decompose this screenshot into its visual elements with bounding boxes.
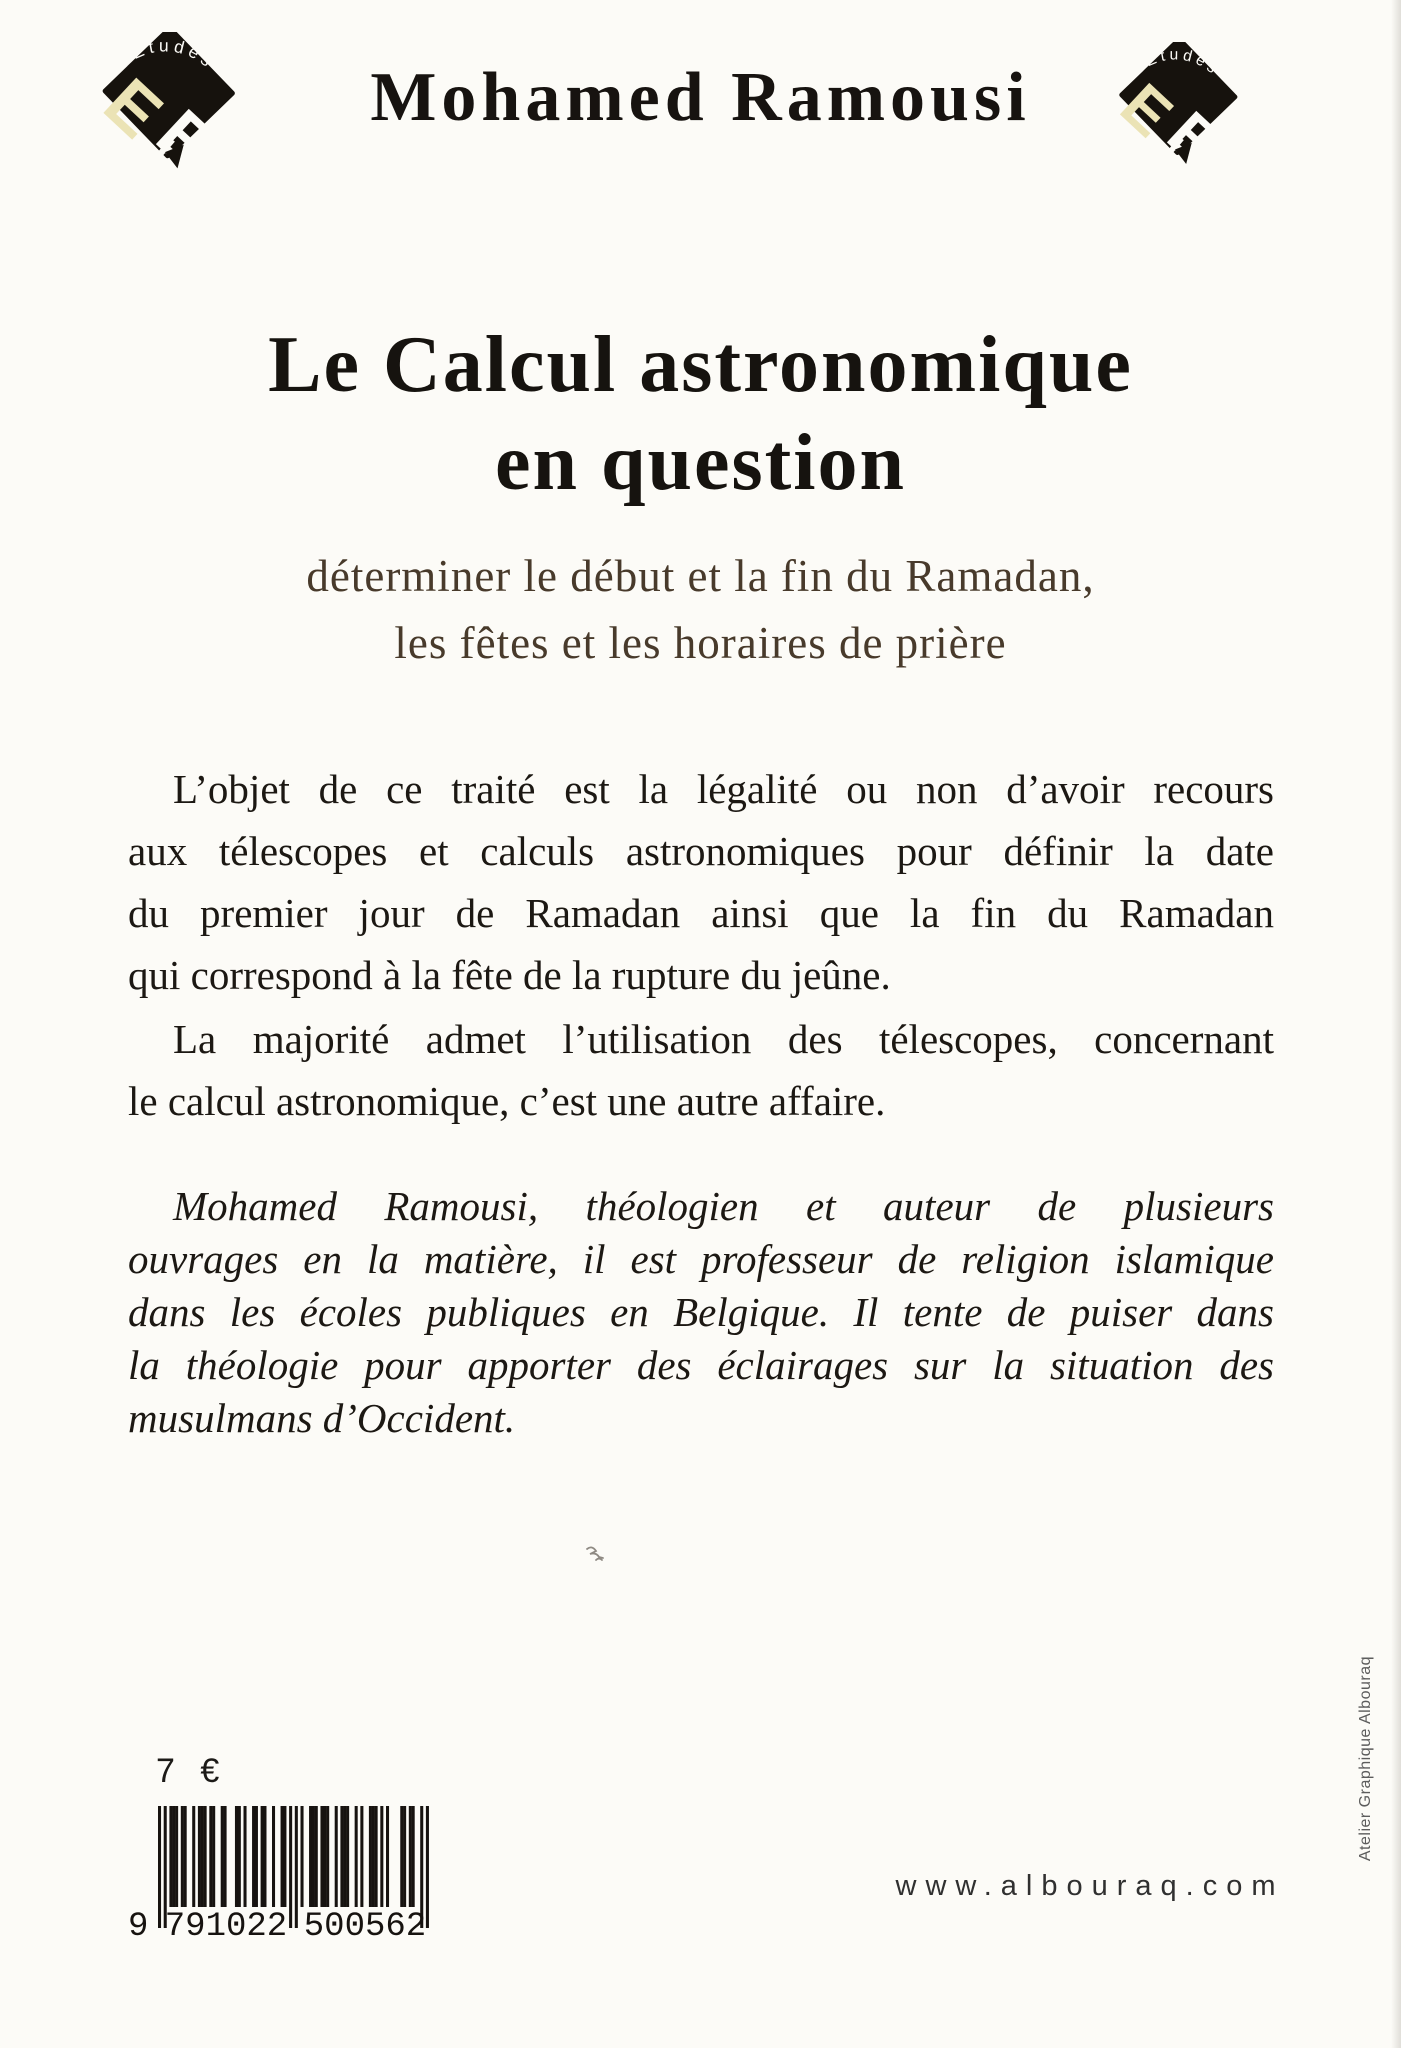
bio-line: ouvrages en la matière, il est professeur de religion islamique: [128, 1236, 1274, 1282]
synopsis-paragraph-2: [128, 1008, 1274, 1132]
publisher-website: www.albouraq.com: [895, 1870, 1285, 1902]
bio-line: dans les écoles publiques en Belgique. Il tente de puiser dans: [128, 1289, 1274, 1335]
synopsis-line: qui correspond à la fête de la rupture du jeûne.: [128, 952, 891, 998]
barcode-digits: [128, 1908, 427, 1946]
graphic-studio-credit: Atelier Graphique Albouraq: [1357, 1656, 1374, 1862]
synopsis-line: du premier jour de Ramadan ainsi que la fin du Ramadan: [128, 890, 1274, 936]
book-title-line-2: en question: [495, 419, 906, 507]
barcode-lead-digit: 9: [128, 1908, 149, 1946]
author-name: Mohamed Ramousi: [370, 59, 1031, 136]
synopsis-line: La majorité admet l’utilisation des télescopes, concernant: [173, 1016, 1274, 1062]
book-title: [0, 316, 1401, 512]
barcode: [128, 1806, 468, 1956]
price-label: 7 €: [156, 1752, 228, 1790]
synopsis-paragraph-1: [128, 758, 1274, 1006]
synopsis-line: le calcul astronomique, c’est une autre affaire.: [128, 1078, 886, 1124]
scan-smudge: [584, 1543, 610, 1565]
bio-line: Mohamed Ramousi, théologien et auteur de plusieurs: [173, 1183, 1274, 1229]
author-bio: [128, 1180, 1274, 1445]
book-title-line-1: Le Calcul astronomique: [268, 321, 1133, 409]
book-subtitle-line-2: les fêtes et les horaires de prière: [394, 618, 1007, 668]
bio-line: musulmans d’Occident.: [128, 1395, 516, 1441]
barcode-left-group: 791022: [164, 1908, 288, 1946]
bio-line: la théologie pour apporter des éclairages sur la situation des: [128, 1342, 1274, 1388]
synopsis-line: aux télescopes et calculs astronomiques pour définir la date: [128, 828, 1274, 874]
book-subtitle-line-1: déterminer le début et la fin du Ramadan,: [306, 551, 1095, 601]
barcode-right-group: 500562: [303, 1908, 427, 1946]
book-subtitle: [0, 543, 1401, 677]
etudes-logo-right: [1108, 42, 1242, 171]
synopsis-line: L’objet de ce traité est la légalité ou non d’avoir recours: [173, 766, 1274, 812]
